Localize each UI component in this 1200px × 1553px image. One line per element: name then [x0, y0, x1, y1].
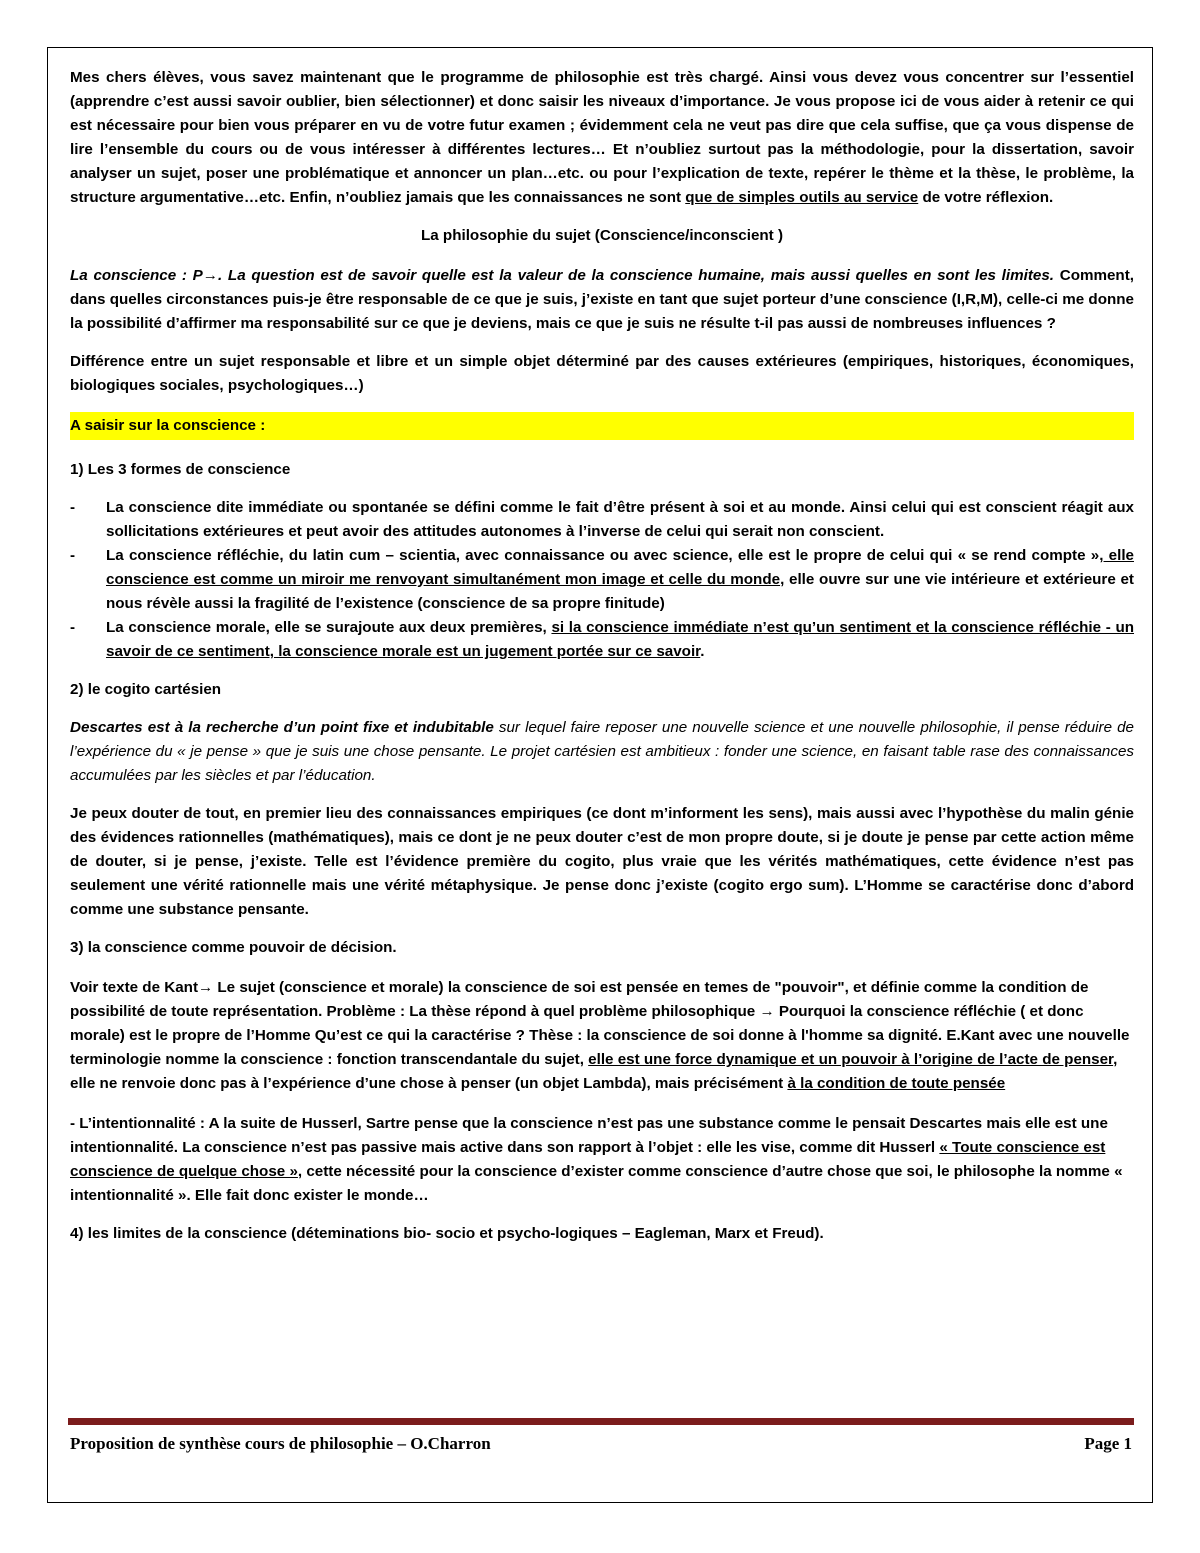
page-number: Page 1	[1084, 1434, 1132, 1453]
dash-bullet: -	[70, 547, 76, 564]
section-title: La philosophie du sujet (Conscience/inconscient )	[420, 227, 784, 244]
difference-paragraph: Différence entre un sujet responsable et libre et un simple objet déterminé par des causes extérieures (empiriques, historiques, économiques, biologiques sociales, psychologiques…)	[70, 353, 1134, 394]
husserl-text-end: , cette nécessité pour la conscience d’exister comme conscience d’autre chose que soi, le philosophe la nomme « intentionnalité ». Elle fait donc exister le monde…	[70, 1163, 1123, 1204]
list-item	[70, 544, 1134, 616]
part2-heading: 2) le cogito cartésien	[70, 681, 222, 698]
footer-rule	[68, 1418, 1134, 1425]
intro-text-end: de votre réflexion.	[918, 189, 1054, 206]
dash-bullet: -	[70, 619, 76, 636]
kant-underlined: elle est une force dynamique et un pouvoir à l’origine de l’acte de penser	[588, 1051, 1114, 1068]
kant-text: Le sujet (conscience et morale) la conscience de soi est pensée en temes de "pouvoir", et définie comme la condition de possibilité de toute représentation. Problème : La thèse répond à quel problème philosophique → Pourquoi la conscience réfléchie ( et donc morale) est le propre de l’Homme Qu’est ce qui la caractérise ? Thèse : la conscience de soi donne à l'homme sa dignité. E.Kant avec une nouvelle terminologie nomme la conscience : fonction transcendantale du sujet,	[70, 979, 1130, 1068]
list-item	[70, 496, 1134, 544]
conscience-intro-question: . La question est de savoir quelle est la valeur de la conscience humaine, mais aussi quelles en sont les limites.	[217, 267, 1055, 284]
arrow-icon: →	[198, 979, 214, 996]
item-text-end: , elle ouvre sur une vie intérieure et extérieure et nous révèle aussi la fragilité de l’existence (conscience de sa propre finitude)	[106, 571, 1134, 612]
item-underlined: , elle conscience est comme un miroir me renvoyant simultanément mon image et celle du monde	[106, 547, 1134, 588]
kant-paragraph	[70, 976, 1134, 1096]
intro-paragraph	[70, 66, 1134, 210]
item-text: La conscience dite immédiate ou spontanée se défini comme le fait d’être présent à soi et au monde. Ainsi celui qui est conscient réagit aux sollicitations extérieures et peut avoir des attitudes autonomes à l’inverse de celui qui serait non conscient.	[106, 499, 1134, 540]
descartes-paragraph	[70, 716, 1134, 788]
item-underlined: si la conscience immédiate n’est qu’un sentiment et la conscience réfléchie - un savoir de ce sentiment, la conscience morale est un jugement portée sur ce savoir	[106, 619, 1135, 660]
highlight-heading: A saisir sur la conscience :	[70, 412, 1134, 440]
kant-text: Voir texte de Kant	[70, 979, 198, 996]
item-text: La conscience réfléchie, du latin cum – scientia, avec connaissance ou avec science, elle est le propre de celui qui « se rend compte »	[106, 547, 1100, 564]
dash-bullet: -	[70, 499, 76, 516]
intro-text: Mes chers élèves, vous savez maintenant que le programme de philosophie est très chargé. Ainsi vous devez vous concentrer sur l’essentiel (apprendre c’est aussi savoir oublier, bien sélectionner) et donc saisir les niveaux d’importance. Je vous propose ici de vous aider à retenir ce qui est nécessaire pour bien vous préparer en vu de votre futur examen ; évidemment cela ne veut pas dire que cela suffise, que ça vous dispense de lire l’ensemble du cours ou de vous intéresser à différentes lectures… Et n’oubliez surtout pas la méthodologie, pour la dissertation, savoir analyser un sujet, poser une problématique et annoncer un plan…etc. ou pour l’explication de texte, repérer le thème et la thèse, le problème, la structure argumentative…etc. Enfin, n’oubliez jamais que les connaissances ne sont	[70, 69, 1134, 206]
arrow-icon: →	[202, 267, 218, 284]
intro-underlined: que de simples outils au service	[685, 189, 919, 206]
kant-underlined: à la condition de toute pensée	[787, 1075, 1006, 1092]
conscience-intro-text: Comment, dans quelles circonstances puis-je être responsable de ce que je suis, j’existe en tant que sujet porteur d’une conscience (I,R,M), celle-ci me donne la possibilité d’affirmer ma responsabilité sur ce que je deviens, mais ce que je suis ne résulte t-il pas aussi de nombreuses influences ?	[70, 267, 1134, 332]
descartes-text: sur lequel faire reposer une nouvelle science et une nouvelle philosophie, il pense réduire de l’expérience du « je pense » que je suis une chose pensante. Le projet cartésien est ambitieux : fonder une science, en faisant table rase des connaissances accumulées par les siècles et par l’éducation.	[70, 719, 1134, 784]
document-body	[70, 66, 1134, 1260]
conscience-intro-label: La conscience : P	[70, 267, 203, 284]
kant-text: , elle ne renvoie donc pas à l’expérience d’une chose à penser (un objet Lambda), mais précisément	[70, 1051, 1118, 1092]
part1-heading: 1) Les 3 formes de conscience	[70, 461, 291, 478]
cogito-paragraph: Je peux douter de tout, en premier lieu des connaissances empiriques (ce dont m’informent les sens), mais aussi avec l’hypothèse du malin génie des évidences rationnelles (mathématiques), mais ce dont je ne peux douter c’est de mon propre doute, si je doute je pense par cette action même de douter, si je pense, j’existe. Telle est l’évidence première du cogito, plus vraie que les vérités mathématiques, cette évidence n’est pas seulement une vérité rationnelle mais une vérité métaphysique. Je pense donc j’existe (cogito ergo sum). L’Homme se caractérise donc d’abord comme une substance pensante.	[70, 805, 1134, 918]
footer-title: Proposition de synthèse cours de philosophie – O.Charron	[70, 1434, 491, 1453]
husserl-paragraph	[70, 1112, 1134, 1208]
husserl-quote: « Toute conscience est conscience de quelque chose »	[70, 1139, 1106, 1180]
part3-heading: 3) la conscience comme pouvoir de décision.	[70, 939, 397, 956]
conscience-intro	[70, 264, 1134, 336]
descartes-lead: Descartes est à la recherche d’un point fixe et indubitable	[70, 719, 494, 736]
list-item	[70, 616, 1134, 664]
part4-heading: 4) les limites de la conscience (déteminations bio- socio et psycho-logiques – Eagleman, Marx et Freud).	[70, 1225, 824, 1242]
forms-list	[70, 496, 1134, 664]
husserl-text: - L’intentionnalité : A la suite de Husserl, Sartre pense que la conscience n’est pas une substance comme le pensait Descartes mais elle est une intentionnalité. La conscience n’est pas passive mais active dans son rapport à l’objet : elle les vise, comme dit Husserl	[70, 1115, 1108, 1156]
item-text-end: .	[700, 643, 705, 660]
item-text: La conscience morale, elle se surajoute aux deux premières,	[106, 619, 552, 636]
